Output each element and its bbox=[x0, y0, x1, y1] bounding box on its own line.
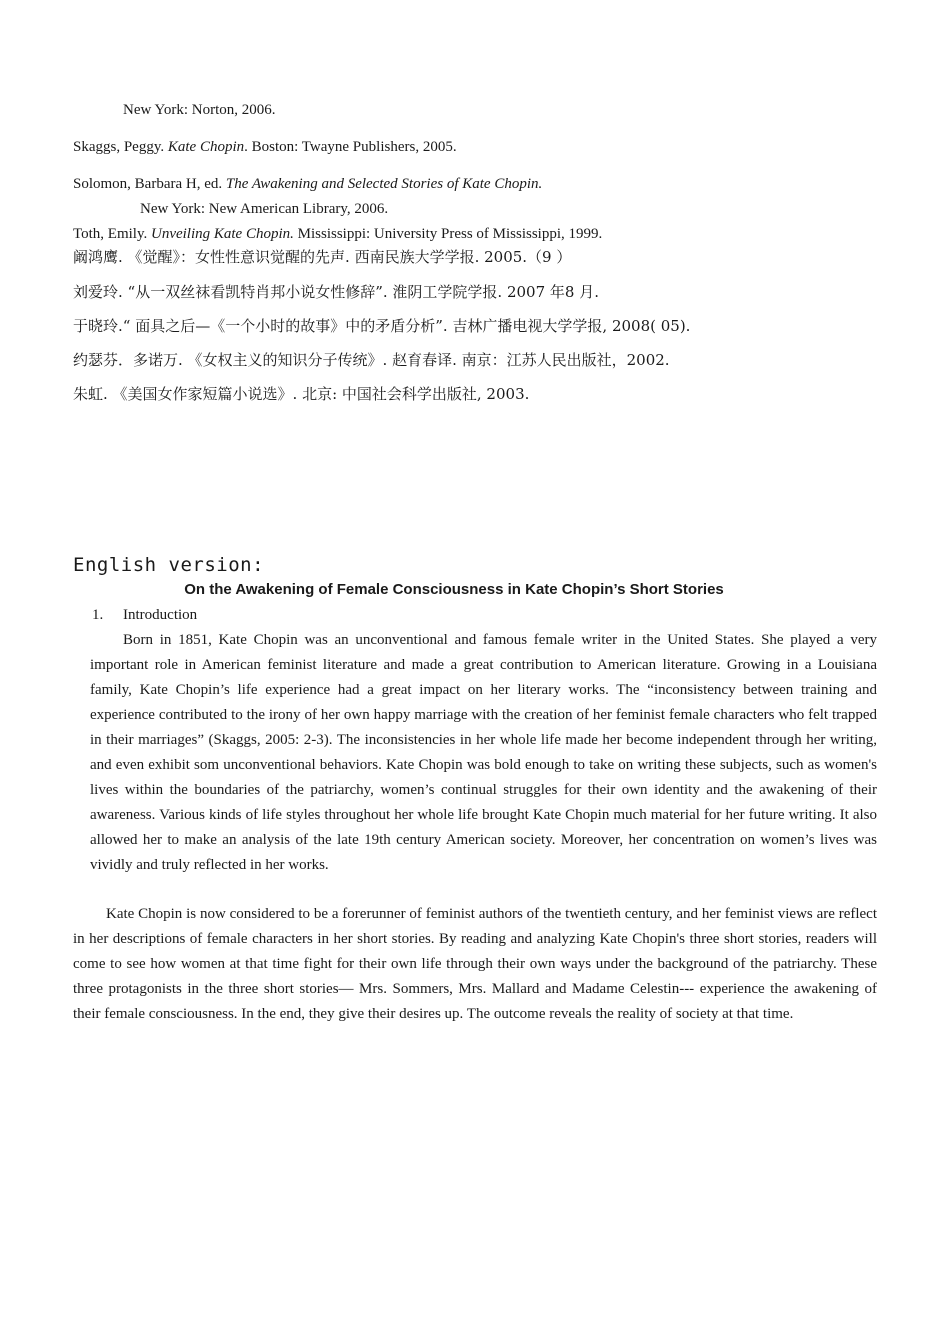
reference-text: 朱虹. 《美国女作家短篇小说选》. 北京: 中国社会科学出版社, 2003. bbox=[73, 385, 530, 403]
reference-publication: Mississippi: University Press of Mississippi, 1999. bbox=[293, 226, 603, 242]
reference-continuation bbox=[123, 101, 276, 120]
reference-text: 阚鸿鹰. 《觉醒》：女性性意识觉醒的先声. 西南民族大学学报. 2005.（9 ） bbox=[73, 248, 572, 266]
reference-text: 刘爱玲. “从一双丝袜看凯特肖邦小说女性修辞”. 淮阴工学院学报. 2007 年8 月. bbox=[73, 283, 599, 301]
reference-continuation bbox=[140, 200, 388, 219]
body-paragraph: Kate Chopin is now considered to be a forerunner of feminist authors of the twentieth century, and her feminist views are reflect in her descriptions of female characters in her short stories. By reading and analyzing Kate Chopin's three short stories, readers will come to see how women at that time fight for their own life through their own ways under the background of the patriarchy. These three protagonists in the three short stories— Mrs. Sommers, Mrs. Mallard and Madame Celestin--- experience the awakening of their female consciousness. In the end, they give their desires up. The outcome reveals the reality of society at that time. bbox=[73, 906, 877, 1022]
english-version-heading: English version: bbox=[73, 554, 265, 576]
reference-entry-chinese bbox=[73, 351, 670, 370]
reference-entry-chinese bbox=[73, 385, 529, 404]
reference-entry bbox=[73, 138, 457, 157]
section-number: 1. bbox=[92, 607, 104, 623]
reference-author: Skaggs, Peggy. bbox=[73, 139, 168, 155]
section-title: Introduction bbox=[123, 607, 198, 623]
reference-text: 约瑟芬．多诺万. 《女权主义的知识分子传统》. 赵育春译. 南京：江苏人民出版社，2002. bbox=[73, 351, 670, 369]
reference-entry bbox=[73, 175, 542, 194]
reference-entry-chinese bbox=[73, 248, 571, 267]
reference-text: 于晓玲.“ 面具之后—《一个小时的故事》中的矛盾分析”. 吉林广播电视大学学报, 2008( 05). bbox=[73, 317, 691, 335]
body-paragraph: Born in 1851, Kate Chopin was an unconventional and famous female writer in the United States. She played a very important role in American feminist literature and made a great contribution to American literature. Growing in a Louisiana family, Kate Chopin’s life experience had a great impact on her literary works. The “inconsistency between training and experience contributed to the irony of her own happy marriage with the creation of her feminist female characters who felt trapped in their marriages” (Skaggs, 2005: 2-3). The inconsistencies in her whole life made her become independent through her writing, and even exhibit som unconventional behaviors. Kate Chopin was bold enough to take on writing these subjects, such as women's lives within the boundaries of the patriarchy, women’s continual struggles for their own identity and the awakening of their awareness. Various kinds of life styles throughout her whole life brought Kate Chopin much material for her future writing. It also allowed her to make an analysis of the late 19th century American society. Moreover, her concentration on women’s lives was vividly and truly reflected in her works. bbox=[90, 632, 877, 873]
reference-entry-chinese bbox=[73, 317, 690, 336]
reference-author: Solomon, Barbara H, ed. bbox=[73, 176, 226, 192]
reference-author: Toth, Emily. bbox=[73, 226, 151, 242]
reference-book-title: Unveiling Kate Chopin. bbox=[150, 226, 294, 242]
reference-entry bbox=[73, 225, 602, 244]
reference-text: New York: New American Library, 2006. bbox=[140, 201, 389, 217]
reference-book-title: The Awakening and Selected Stories of Kate Chopin. bbox=[225, 176, 543, 192]
reference-book-title: Kate Chopin bbox=[167, 139, 245, 155]
reference-entry-chinese bbox=[73, 283, 599, 302]
reference-text: New York: Norton, 2006. bbox=[123, 102, 276, 118]
reference-publication: . Boston: Twayne Publishers, 2005. bbox=[244, 139, 457, 155]
paper-title: On the Awakening of Female Consciousness in Kate Chopin’s Short Stories bbox=[184, 581, 724, 598]
